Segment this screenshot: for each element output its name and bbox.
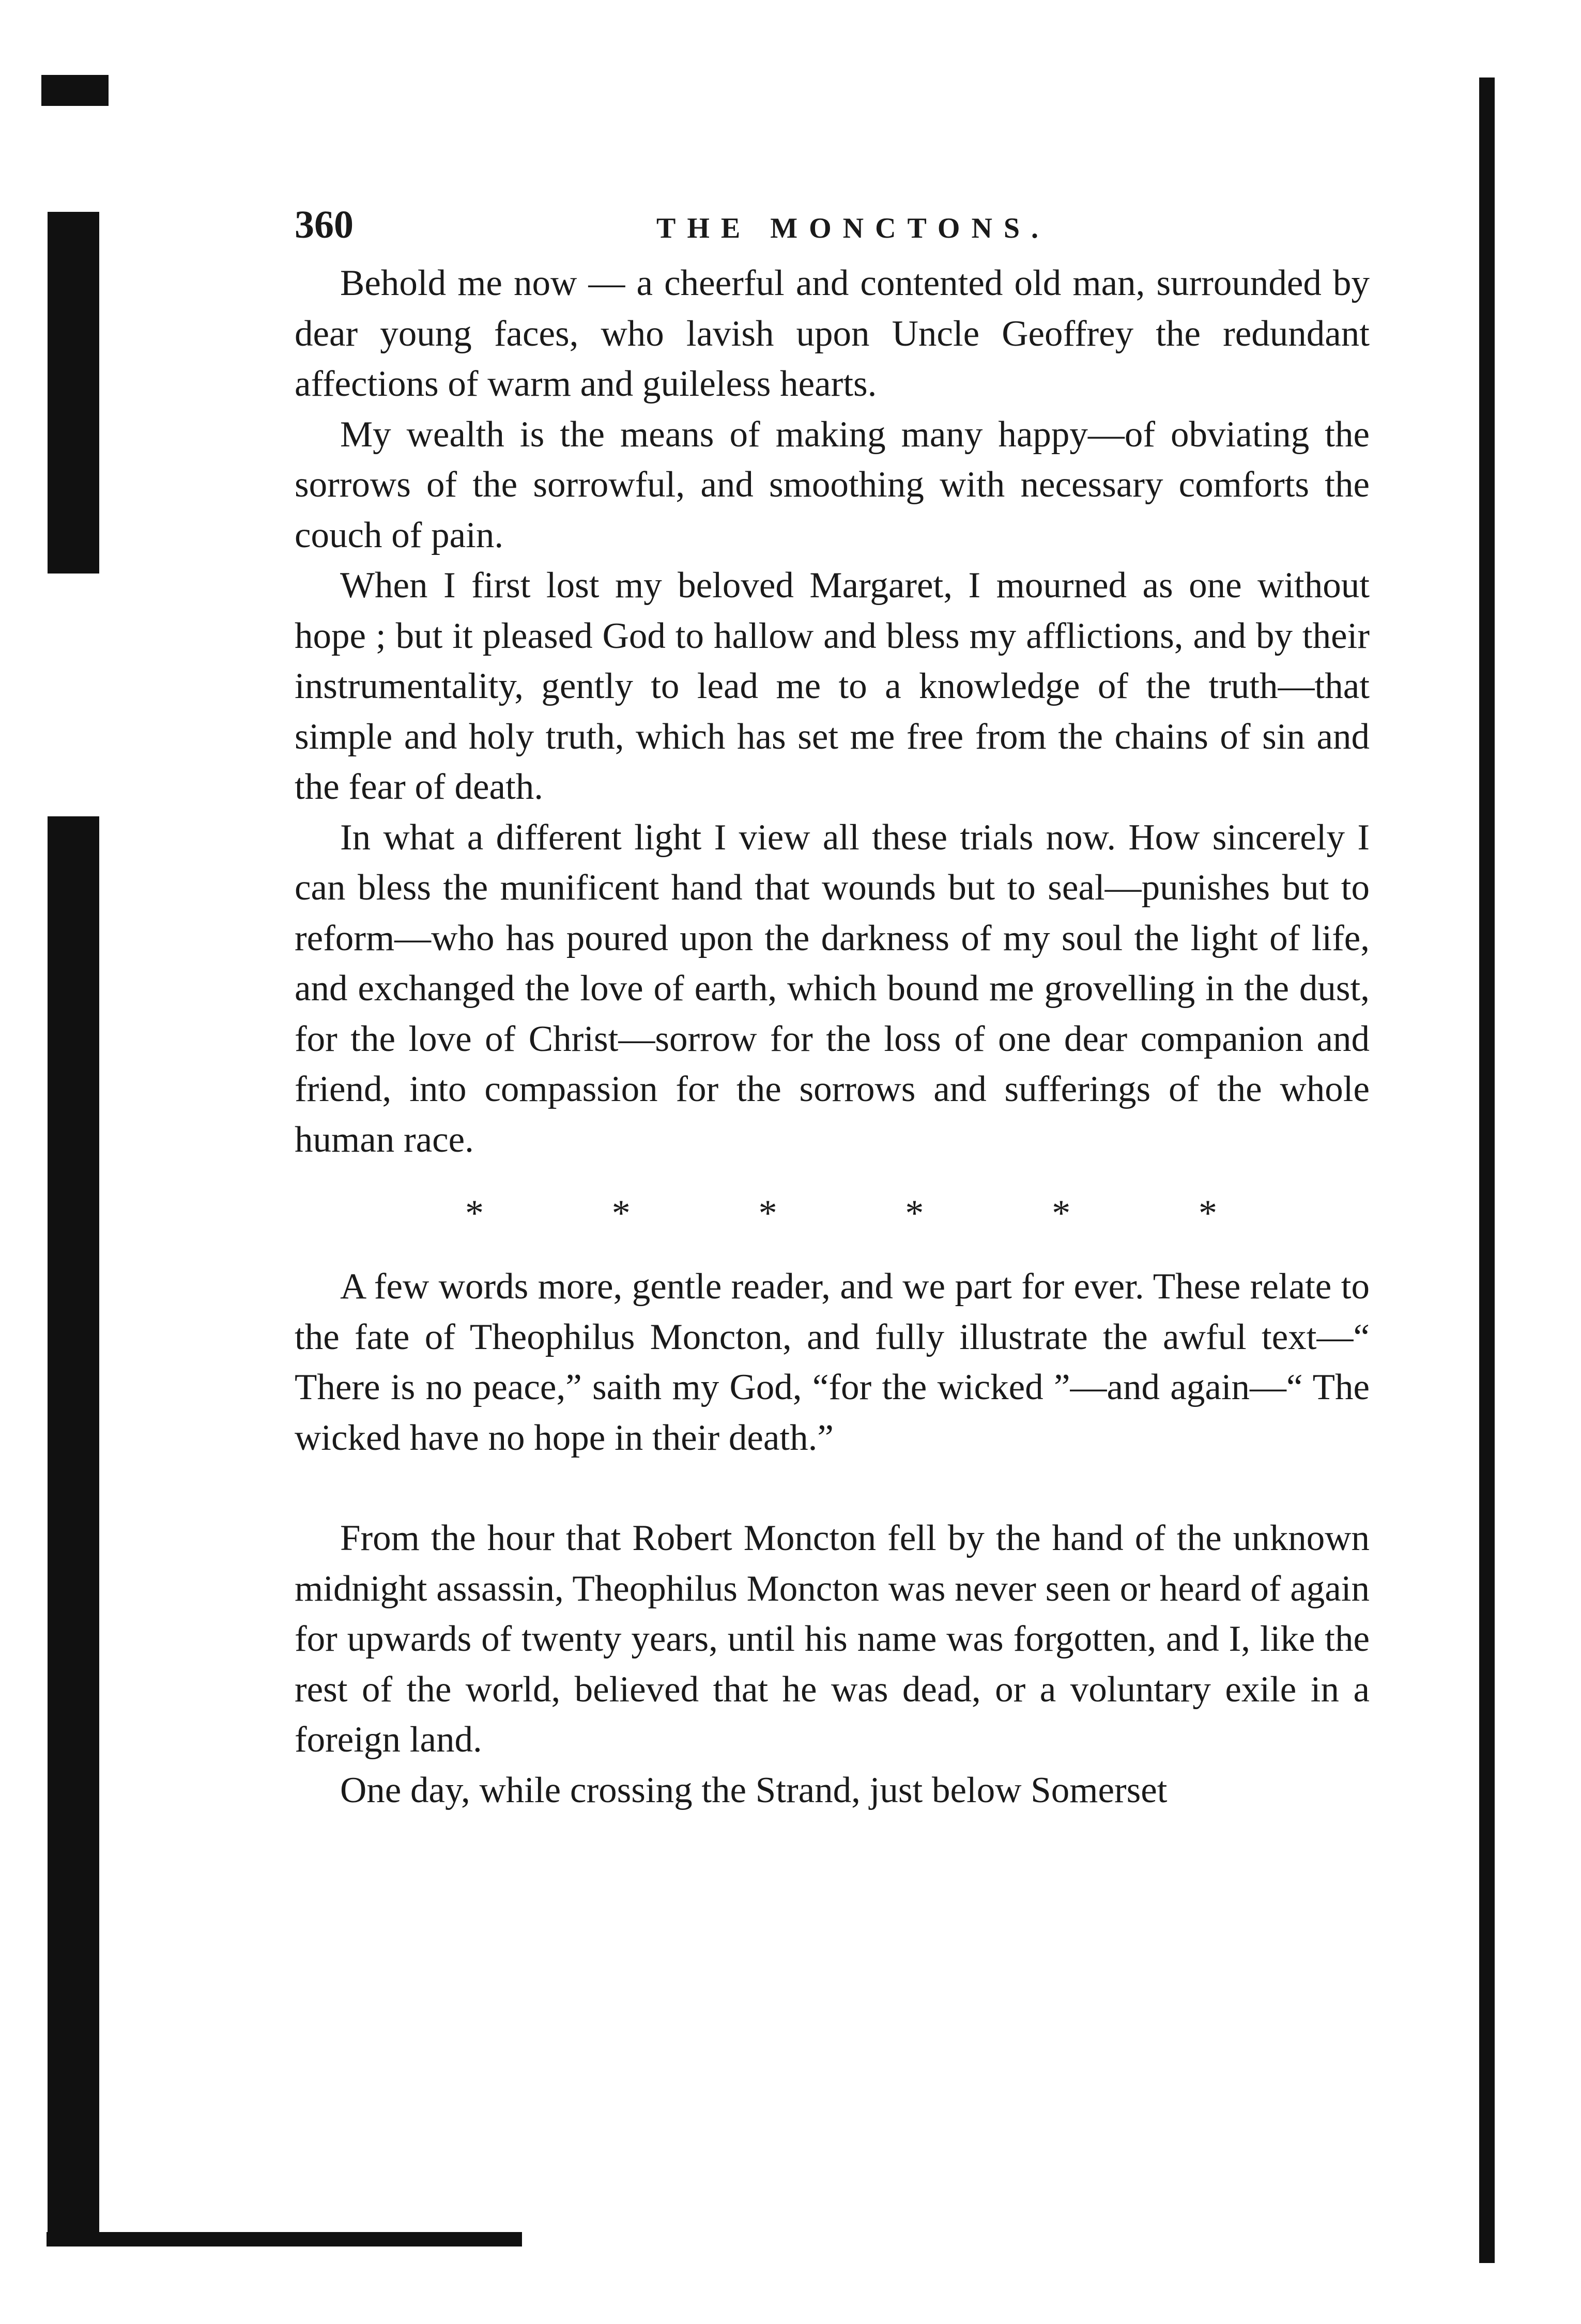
section-break-asterisk: * — [465, 1192, 484, 1234]
section-break-asterisk: * — [758, 1192, 777, 1234]
paragraph-robert-moncton: From the hour that Robert Moncton fell by the hand of the unknown midnight assassin, Theophilus Moncton was never seen or heard of again for upwards of twenty years, until his name was forgotten, and I, like the rest of the world, believed that he was dead, or a voluntary exile in a foreign land. — [295, 1518, 1370, 1760]
paragraph-trials: In what a different light I view all these trials now. How sincerely I can bless the munificent hand that wounds but to seal—punishes but to reform—who has poured upon the darkness of my soul the light of life, and exchanged the love of earth, which bound me grovelling in the dust, for the love of Christ—sorrow for the loss of one dear companion and friend, into compassion for the sorrows and sufferings of the whole human race. — [295, 817, 1370, 1160]
section-break-asterisk: * — [905, 1192, 924, 1234]
book-page — [295, 202, 1370, 1816]
section-break-asterisk: * — [1052, 1192, 1071, 1234]
paragraph-margaret: When I first lost my beloved Margaret, I mourned as one without hope ; but it pleased God to hallow and bless my afflictions, and by their instrumentality, gently to lead me to a knowledge of the truth—that simple and holy truth, which has set me free from the chains of sin and the fear of death. — [295, 565, 1370, 807]
paragraph-few-words: A few words more, gentle reader, and we part for ever. These relate to the fate of Theophilus Moncton, and fully illustrate the awful text—“ There is no peace,” saith my God, “for the wicked ”—and again—“ The wicked have no hope in their death.” — [295, 1266, 1370, 1458]
paragraph-gap — [295, 1463, 1370, 1513]
paragraph-strand: One day, while crossing the Strand, just below Somerset — [340, 1770, 1168, 1810]
right-edge-shadow — [1479, 78, 1495, 2263]
left-binding-shadow-top — [41, 75, 109, 106]
bottom-binding-shadow — [47, 2232, 522, 2246]
section-break — [465, 1188, 1217, 1238]
section-break-asterisk: * — [1198, 1192, 1217, 1234]
left-binding-shadow-lower — [48, 816, 99, 2237]
paragraph-behold: Behold me now — a cheerful and contented old man, surrounded by dear young faces, who lavish upon Uncle Geoffrey the redundant affections of warm and guileless hearts. — [295, 263, 1370, 404]
page-number: 360 — [295, 203, 354, 246]
left-binding-shadow-upper — [48, 212, 99, 574]
section-break-asterisk: * — [611, 1192, 631, 1234]
running-title: THE MONCTONS. — [656, 212, 1050, 244]
paragraph-wealth: My wealth is the means of making many happy—of obviating the sorrows of the sorrowful, and smoothing with necessary comforts the couch of pain. — [295, 414, 1370, 555]
running-head — [295, 202, 1370, 258]
